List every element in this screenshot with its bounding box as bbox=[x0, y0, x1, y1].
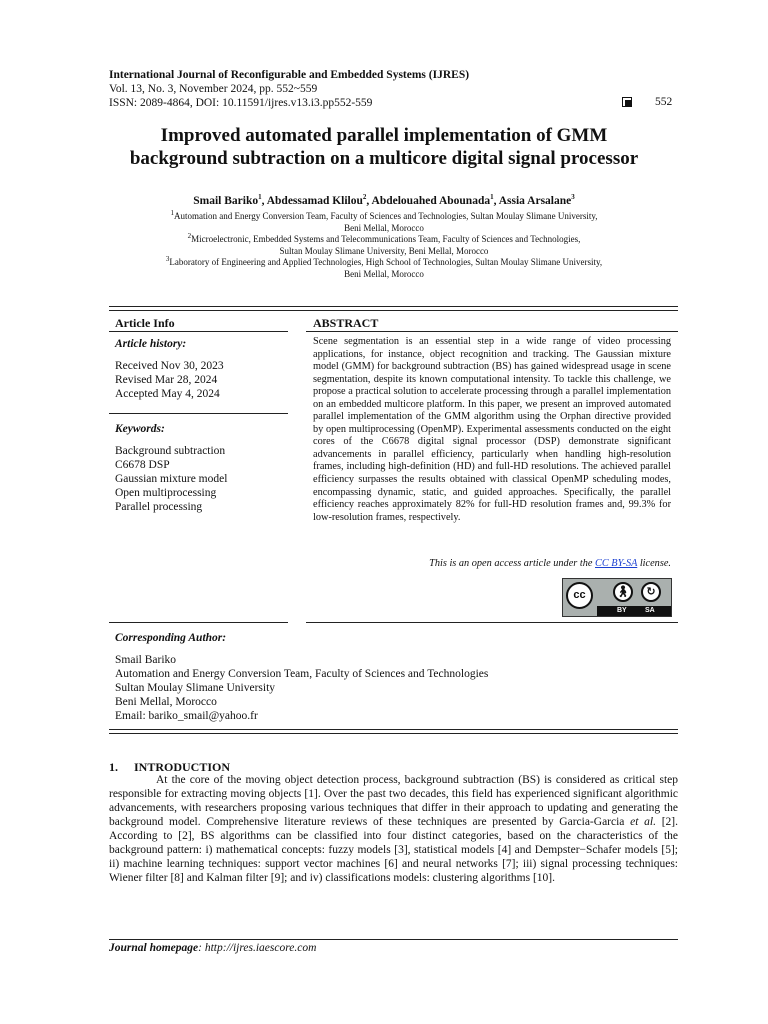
divider bbox=[109, 413, 288, 414]
corresponding-line: Smail Bariko bbox=[115, 654, 177, 666]
author-name: Assia Arsalane bbox=[498, 195, 572, 207]
intro-etal: et al. bbox=[630, 816, 656, 828]
badge-sa-label: SA bbox=[645, 607, 655, 614]
keyword-list bbox=[115, 444, 227, 514]
affiliation-line: Sultan Moulay Slimane University, Beni Mellal, Morocco bbox=[279, 245, 489, 256]
intro-text: [2]. According to [2], BS algorithms can be classified into four distinct categories, based on the characteristics of the background pattern: i) mathematical concepts: fuzzy models [3], statistical models [4] and Dempster−Schafer models [5]; ii) machine learning techniques: support vector machines [6] and neural networks [7]; iii) signal processing techniques: Wiener filter [8] and Kalman filter [9]; and iv) classifications models: clustering algorithms [10]. bbox=[109, 816, 678, 884]
keyword: Gaussian mixture model bbox=[115, 473, 228, 485]
keyword: C6678 DSP bbox=[115, 459, 170, 471]
intro-paragraph bbox=[109, 773, 678, 885]
title-line: Improved automated parallel implementation of GMM bbox=[160, 125, 608, 146]
page-marker-icon bbox=[622, 97, 632, 107]
author-name: Smail Bariko bbox=[193, 195, 259, 207]
section-title: INTRODUCTION bbox=[134, 760, 231, 774]
affiliation bbox=[90, 211, 678, 234]
journal-name: International Journal of Reconfigurable and Embedded Systems (IJRES) bbox=[109, 69, 470, 81]
badge-by-label: BY bbox=[617, 607, 627, 614]
affiliation-sup: 2 bbox=[187, 232, 192, 240]
divider bbox=[109, 331, 288, 332]
affiliation-sup: 3 bbox=[165, 255, 170, 263]
share-alike-icon: ↻ bbox=[641, 582, 661, 602]
section-number: 1. bbox=[109, 760, 118, 774]
affiliation-line: Laboratory of Engineering and Applied Technologies, High School of Technologies, Sultan Moulay Slimane University, bbox=[169, 257, 603, 267]
affiliation-line: Automation and Energy Conversion Team, Faculty of Sciences and Technologies, Sultan Moulay Slimane University, bbox=[173, 211, 598, 221]
person-icon: 🚶︎ bbox=[613, 582, 633, 602]
article-history-heading: Article history: bbox=[115, 338, 187, 350]
article-history bbox=[115, 359, 224, 401]
corresponding-line: Beni Mellal, Morocco bbox=[115, 696, 217, 708]
corresponding-line: Email: bariko_smail@yahoo.fr bbox=[115, 710, 258, 722]
corresponding-line: Sultan Moulay Slimane University bbox=[115, 682, 276, 694]
license-suffix: license. bbox=[637, 558, 671, 569]
history-entry: Accepted May 4, 2024 bbox=[115, 388, 220, 400]
intro-text: At the core of the moving object detection process, background subtraction (BS) is considered as critical step responsible for extracting moving objects [1]. Over the past two decades, this field has experienced significant algorithmic advancements, with researchers proposing various techniques that differ in their approach to updating and generating the background model. Comprehensive literature reviews of these techniques are presented by Garcia-Garcia bbox=[109, 774, 678, 828]
affiliation bbox=[90, 234, 678, 257]
author-sep: , bbox=[261, 195, 267, 207]
author-sup: 1 bbox=[490, 193, 494, 202]
cc-license-badge[interactable] bbox=[562, 578, 672, 617]
author-sep: , bbox=[366, 195, 372, 207]
keyword: Parallel processing bbox=[115, 501, 203, 513]
divider bbox=[109, 622, 288, 623]
footer-label: Journal homepage bbox=[109, 942, 199, 954]
page-number: 552 bbox=[655, 96, 673, 108]
affiliation-line: Beni Mellal, Morocco bbox=[344, 268, 424, 279]
volume-info: Vol. 13, No. 3, November 2024, pp. 552~559 bbox=[109, 83, 318, 95]
author-name: Abdelouahed Abounada bbox=[371, 195, 491, 207]
keyword: Background subtraction bbox=[115, 445, 226, 457]
corresponding-line: Automation and Energy Conversion Team, Faculty of Sciences and Technologies bbox=[115, 668, 489, 680]
author-sup: 3 bbox=[571, 193, 575, 202]
cc-by-sa-link[interactable]: CC BY-SA bbox=[595, 558, 638, 569]
affiliation bbox=[90, 257, 678, 280]
author-name: Abdessamad Klilou bbox=[266, 195, 363, 207]
article-info-heading: Article Info bbox=[115, 316, 175, 330]
title-line: background subtraction on a multicore digital signal processor bbox=[129, 148, 639, 169]
badge-strip bbox=[597, 606, 671, 616]
journal-homepage[interactable] bbox=[109, 942, 316, 954]
issn-doi: ISSN: 2089-4864, DOI: 10.11591/ijres.v13.i3.pp552-559 bbox=[109, 97, 373, 109]
abstract-text: Scene segmentation is an essential step in a wide range of video processing applications, for instance, object recognition and tracking. The Gaussian mixture model (GMM) for background subtraction (BS) has gained widespread usage in scene segmentation, despite its known computational intensity. To tackle this challenge, we propose a practical solution to accelerate processing through a parallel implementation on an embedded multicore platform. In this paper, we present an improved automated parallel implementation of the GMM algorithm using the Orphan directive provided by open multiprocessing (OpenMP). Experimental assessments conducted on the eight cores of the C6678 digital signal processor (DSP) demonstrate significant advancements in parallel efficiency, particularly when handling high-resolution frames, including high-definition (HD) and full-HD resolutions. The achieved parallel efficiency surpasses the results obtained with classical OpenMP scheduling modes, encompassing dynamic, static, and guided approaches. Specifically, the parallel efficiency reaches approximately 82% for full-HD resolution frames and, 99.3% for low-resolution frames, respectively. bbox=[313, 336, 671, 523]
open-access-note bbox=[313, 558, 671, 569]
section-divider bbox=[109, 306, 678, 311]
affiliation-line: Beni Mellal, Morocco bbox=[344, 222, 424, 233]
author-list bbox=[90, 195, 678, 207]
author-sup: 1 bbox=[258, 193, 262, 202]
cc-icon: cc bbox=[566, 582, 593, 609]
footer-rule bbox=[109, 939, 678, 940]
corresponding-details bbox=[115, 653, 488, 723]
affiliation-sup: 1 bbox=[170, 209, 174, 217]
abstract-heading: ABSTRACT bbox=[313, 316, 379, 330]
license-prefix: This is an open access article under the bbox=[429, 558, 595, 569]
author-sup: 2 bbox=[362, 193, 367, 202]
section-divider bbox=[109, 729, 678, 734]
history-entry: Received Nov 30, 2023 bbox=[115, 360, 224, 372]
history-entry: Revised Mar 28, 2024 bbox=[115, 374, 218, 386]
paper-title bbox=[90, 124, 678, 170]
affiliation-line: Microelectronic, Embedded Systems and Telecommunications Team, Faculty of Sciences and Technologies, bbox=[191, 234, 581, 244]
author-sep: , bbox=[493, 195, 499, 207]
divider bbox=[306, 622, 678, 623]
keywords-heading: Keywords: bbox=[115, 423, 165, 435]
keyword: Open multiprocessing bbox=[115, 487, 217, 499]
corresponding-heading: Corresponding Author: bbox=[115, 632, 227, 644]
divider bbox=[306, 331, 678, 332]
footer-url: : http://ijres.iaescore.com bbox=[198, 942, 317, 954]
